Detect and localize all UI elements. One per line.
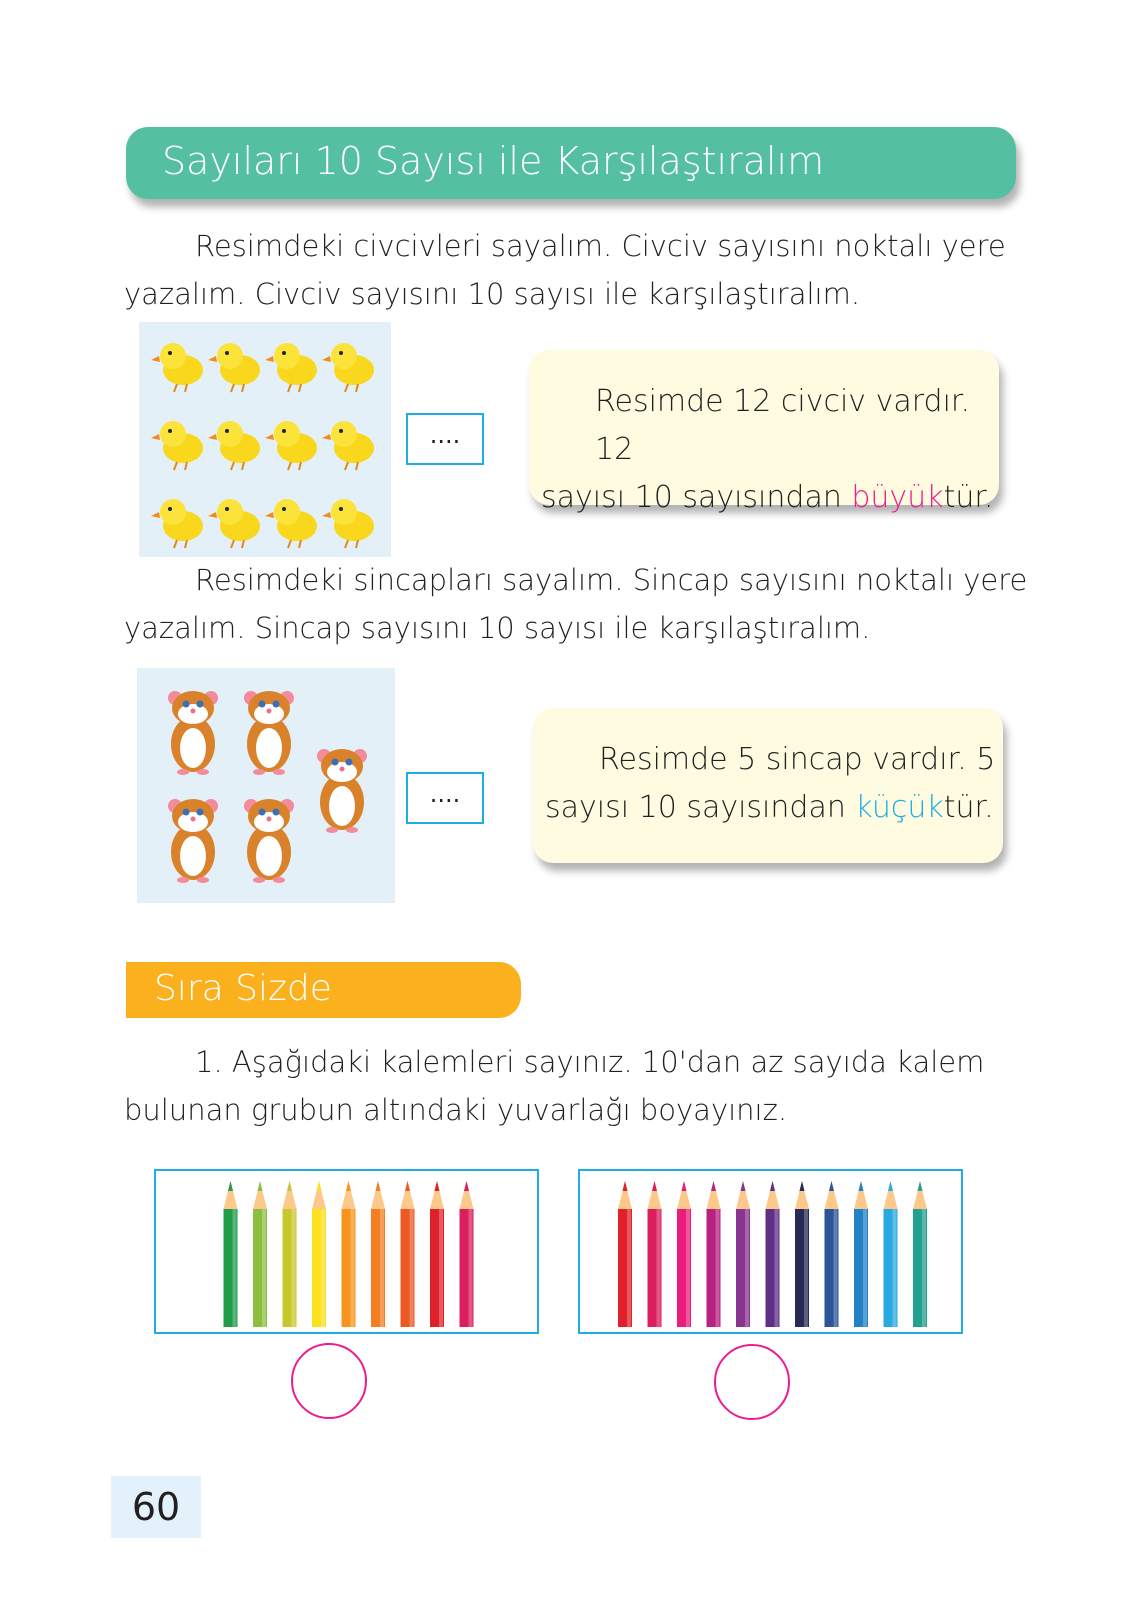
note-text: tür.	[943, 790, 994, 825]
pencil-icon	[371, 1181, 385, 1327]
hamsters-image	[137, 668, 395, 903]
pencil-icon	[736, 1181, 750, 1327]
pencil-icon	[648, 1181, 662, 1327]
pencil-icon	[460, 1181, 474, 1327]
answer-circle-right[interactable]	[714, 1344, 790, 1420]
exercise-line2: bulunan grubun altındaki yuvarlağı boyayınız.	[124, 1093, 788, 1127]
pencil-group-right	[578, 1169, 963, 1334]
pencil-icon	[253, 1181, 267, 1327]
chick-icon	[265, 421, 317, 470]
chick-icon	[151, 421, 203, 470]
answer-circle-left[interactable]	[291, 1343, 367, 1419]
page-title: Sayıları 10 Sayısı ile Karşılaştıralım	[162, 139, 825, 183]
highlight-word: küçük	[855, 790, 944, 825]
hamster-icon	[244, 799, 294, 883]
chick-icon	[208, 421, 260, 470]
pencil-icon	[854, 1181, 868, 1327]
pencil-icon	[342, 1181, 356, 1327]
instruction-1-line2: yazalım. Civciv sayısını 10 sayısı ile karşılaştıralım.	[124, 277, 861, 311]
hamster-icon	[168, 799, 218, 883]
answer-blank-hamsters[interactable]: ....	[406, 772, 484, 824]
pencil-icon	[430, 1181, 444, 1327]
pencil-icon	[401, 1181, 415, 1327]
sira-sizde-banner	[126, 962, 521, 1018]
section-heading: Sıra Sizde	[154, 968, 332, 1009]
info-note-hamsters	[533, 708, 1003, 863]
chick-icon	[151, 499, 203, 548]
chicks-image	[139, 322, 391, 557]
pencil-icon	[913, 1181, 927, 1327]
note-text: sayısı 10 sayısından	[545, 790, 856, 825]
hamster-icon	[244, 691, 294, 775]
note-text: sayısı 10 sayısından	[541, 480, 852, 515]
page-number: 60	[111, 1476, 201, 1538]
note-line2	[545, 784, 1003, 832]
note-line1: Resimde 12 civciv vardır. 12	[595, 384, 971, 467]
pencil-icon	[224, 1181, 238, 1327]
chick-icon	[265, 499, 317, 548]
pencil-icon	[825, 1181, 839, 1327]
pencil-icon	[677, 1181, 691, 1327]
pencil-group-left	[154, 1169, 539, 1334]
chick-icon	[322, 343, 374, 392]
note-line1: Resimde 5 sincap vardır. 5	[599, 742, 996, 777]
pencil-icon	[618, 1181, 632, 1327]
note-text: tür.	[943, 480, 994, 515]
pencil-icon	[884, 1181, 898, 1327]
chick-icon	[322, 421, 374, 470]
chick-icon	[322, 499, 374, 548]
instruction-2-line2: yazalım. Sincap sayısını 10 sayısı ile karşılaştıralım.	[124, 611, 871, 645]
pencil-icon	[707, 1181, 721, 1327]
note-line2	[541, 474, 999, 522]
highlight-word: büyük	[851, 480, 944, 515]
hamster-icon	[317, 749, 367, 833]
title-bar	[126, 127, 1016, 199]
pencil-icon	[766, 1181, 780, 1327]
pencil-icon	[312, 1181, 326, 1327]
pencil-icon	[283, 1181, 297, 1327]
chick-icon	[208, 343, 260, 392]
chick-icon	[208, 499, 260, 548]
instruction-2-line1: Resimdeki sincapları sayalım. Sincap sayısını noktalı yere	[195, 563, 1028, 597]
instruction-1-line1: Resimdeki civcivleri sayalım. Civciv sayısını noktalı yere	[195, 229, 1006, 263]
exercise-line1: 1. Aşağıdaki kalemleri sayınız. 10'dan az sayıda kalem	[195, 1045, 985, 1079]
answer-blank-chicks[interactable]: ....	[406, 413, 484, 465]
info-note-chicks	[529, 350, 999, 515]
chick-icon	[151, 343, 203, 392]
pencil-icon	[795, 1181, 809, 1327]
hamster-icon	[168, 691, 218, 775]
chick-icon	[265, 343, 317, 392]
